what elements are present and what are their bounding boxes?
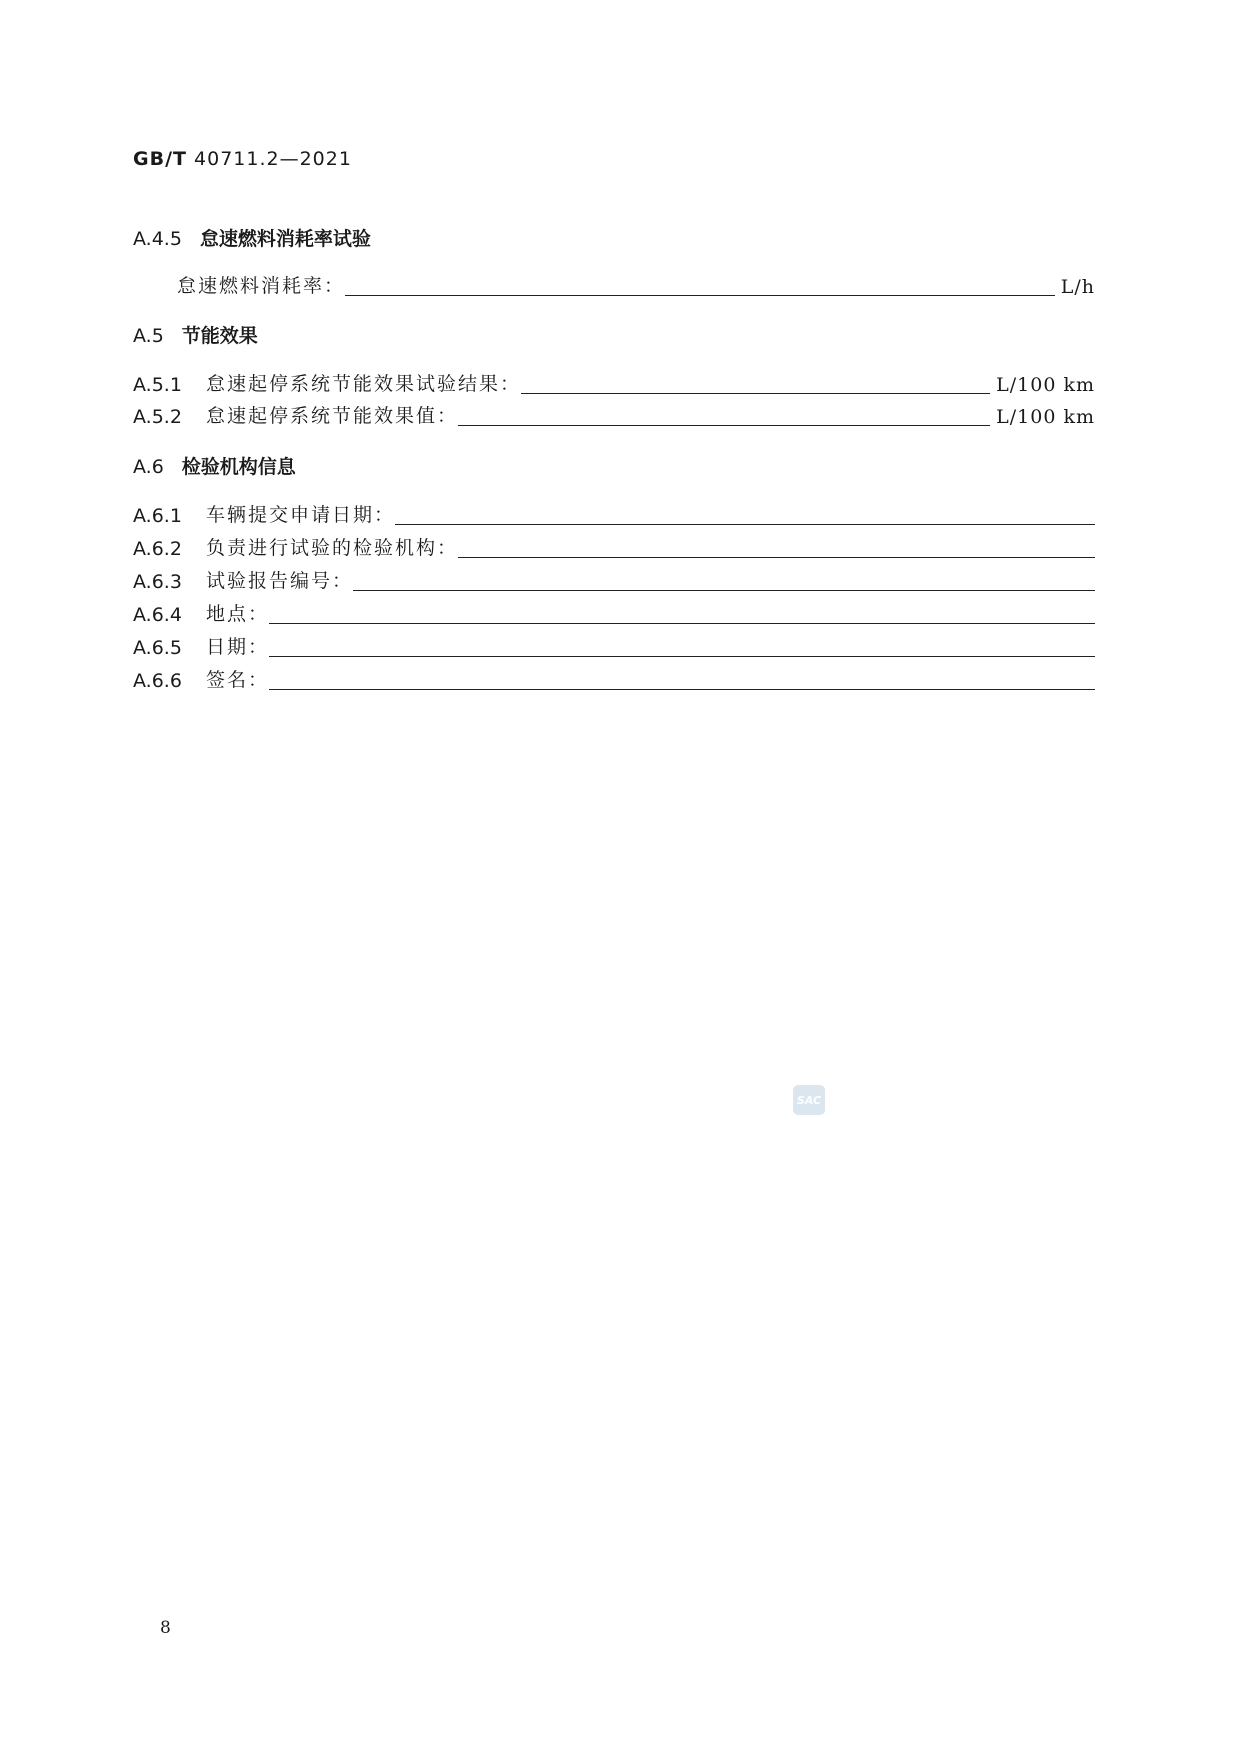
sac-logo-text: SAC [796,1093,822,1107]
field-unit: L/100 km [996,374,1095,396]
blank-line[interactable] [269,655,1095,657]
field-number: A.6.4 [133,604,182,626]
field-number: A.5.2 [133,406,182,428]
field-number: A.6.2 [133,538,182,560]
section-a5-heading [133,321,258,348]
field-label: 日期： [206,636,270,658]
field-label: 地点： [206,603,270,625]
section-title: 节能效果 [181,325,258,347]
field-label: 怠速燃料消耗率： [177,275,346,297]
field-label: 怠速起停系统节能效果试验结果： [206,373,522,395]
field-unit: L/100 km [996,406,1095,428]
section-number: A.6 [133,456,164,478]
field-a62 [133,534,1095,560]
page-number: 8 [160,1618,171,1638]
blank-line[interactable] [458,424,990,426]
standard-code [133,148,352,170]
field-number: A.6.1 [133,505,182,527]
field-a52 [133,402,1095,428]
blank-line[interactable] [395,523,1095,525]
field-unit: L/h [1060,276,1095,298]
field-label: 试验报告编号： [206,570,354,592]
field-a51 [133,370,1095,396]
blank-line[interactable] [353,589,1095,591]
section-title: 怠速燃料消耗率试验 [199,228,371,250]
field-a63 [133,567,1095,593]
section-a45-heading [133,224,371,251]
standard-code-number: 40711.2—2021 [186,148,352,170]
blank-line[interactable] [521,392,990,394]
section-number: A.5 [133,325,164,347]
field-label: 负责进行试验的检验机构： [206,537,459,559]
field-number: A.6.6 [133,670,182,692]
field-number: A.5.1 [133,374,182,396]
field-a65 [133,633,1095,659]
field-number: A.6.3 [133,571,182,593]
blank-line[interactable] [269,688,1095,690]
field-idle-fuel-rate [177,272,1095,298]
field-a61 [133,501,1095,527]
blank-line[interactable] [269,622,1095,624]
field-label: 签名： [206,669,270,691]
blank-line[interactable] [458,556,1095,558]
blank-line[interactable] [345,294,1055,296]
section-a6-heading [133,452,296,479]
standard-code-prefix: GB/T [133,148,187,170]
field-a66 [133,666,1095,692]
field-label: 怠速起停系统节能效果值： [206,405,459,427]
section-number: A.4.5 [133,228,182,250]
field-label: 车辆提交申请日期： [206,504,396,526]
section-title: 检验机构信息 [181,456,296,478]
sac-watermark-logo [793,1085,825,1115]
field-number: A.6.5 [133,637,182,659]
field-a64 [133,600,1095,626]
